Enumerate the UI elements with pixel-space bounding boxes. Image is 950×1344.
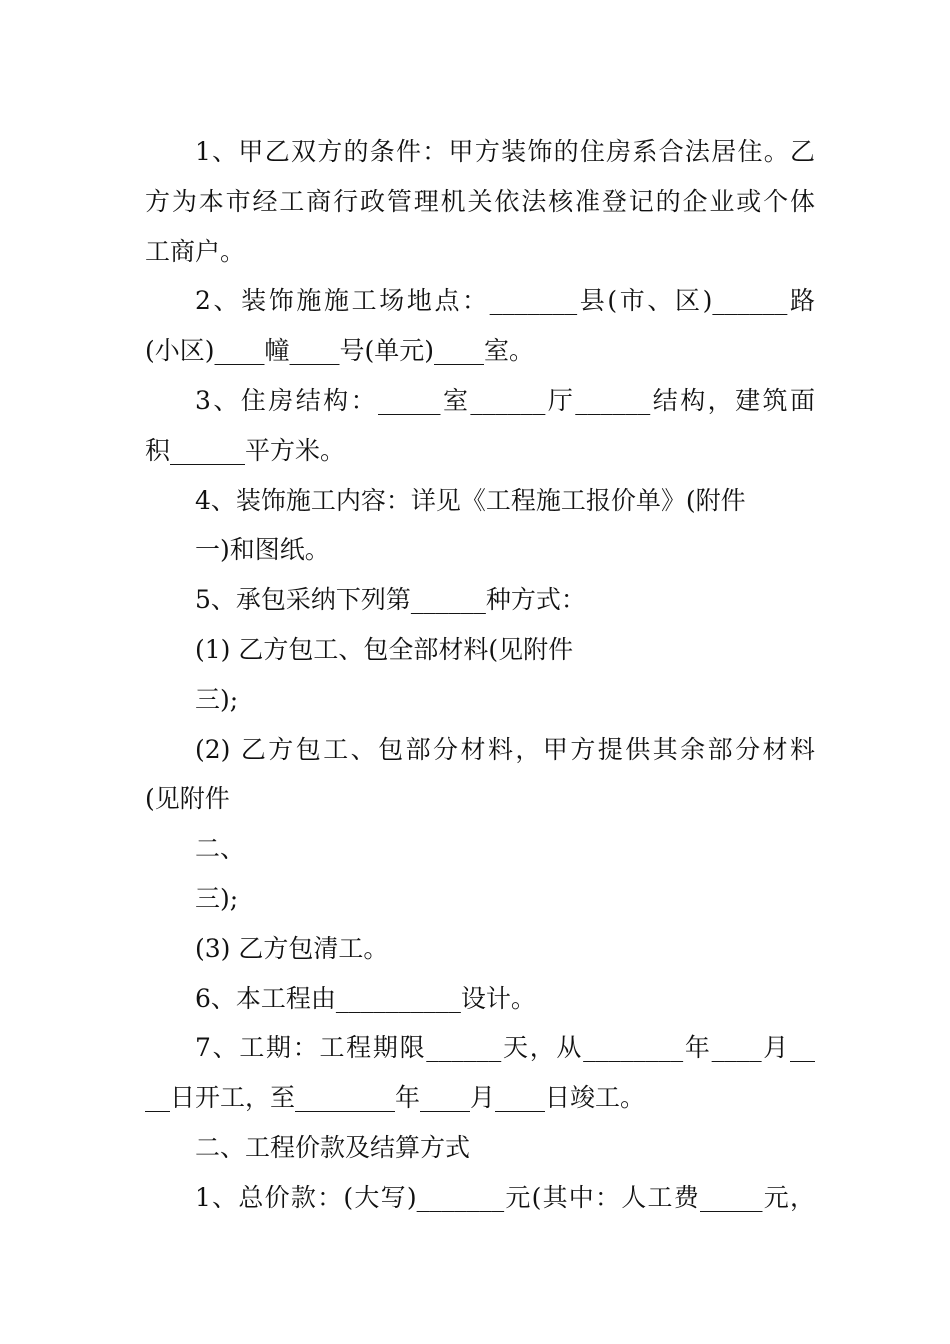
text-line-schedule-cont: __日开工，至________年____月____日竣工。: [145, 1083, 646, 1113]
text-line-housing-structure: 3、住房结构：_____室______厅______结构，建筑面: [195, 385, 815, 415]
text-line-designer: 6、本工程由__________设计。: [195, 983, 536, 1013]
text-line-schedule: 7、工期：工程期限______天，从________年____月__: [195, 1033, 815, 1063]
text-line-option-1-cont: 三);: [195, 684, 239, 714]
text-line-total-price: 1、总价款：(大写)_______元(其中：人工费_____元，: [195, 1182, 815, 1212]
contract-body: [145, 127, 815, 1223]
text-line-option-1: (1) 乙方包工、包全部材料(见附件: [195, 634, 574, 664]
text-line-party-conditions: 1、甲乙双方的条件：甲方装饰的住房系合法居住。乙: [195, 137, 815, 166]
text-line-housing-area: 积______平方米。: [145, 435, 346, 465]
text-line-option-2: (2) 乙方包工、包部分材料，甲方提供其余部分材料: [195, 734, 815, 764]
text-line-work-content: 4、装饰施工内容：详见《工程施工报价单》(附件: [195, 485, 746, 515]
text-line-party-conditions-cont: 方为本市经工商行政管理机关依法核准登记的企业或个体: [145, 186, 815, 216]
text-line-contract-method: 5、承包采纳下列第______种方式：: [195, 585, 586, 615]
text-line-option-3: (3) 乙方包清工。: [195, 933, 389, 963]
text-line-option-2-annex-2: 二、: [195, 834, 246, 864]
text-line-option-2-cont: (见附件: [145, 784, 230, 814]
section-heading-price-settlement: 二、工程价款及结算方式: [195, 1132, 471, 1162]
text-line-site-location: 2、装饰施施工场地点：_______县(市、区)______路: [195, 286, 815, 316]
text-line-party-conditions-end: 工商户。: [145, 236, 246, 266]
text-line-option-2-annex-3: 三);: [195, 883, 239, 913]
text-line-site-location-cont: (小区)____幢____号(单元)____室。: [145, 336, 535, 366]
text-line-work-content-cont: 一)和图纸。: [195, 535, 330, 565]
